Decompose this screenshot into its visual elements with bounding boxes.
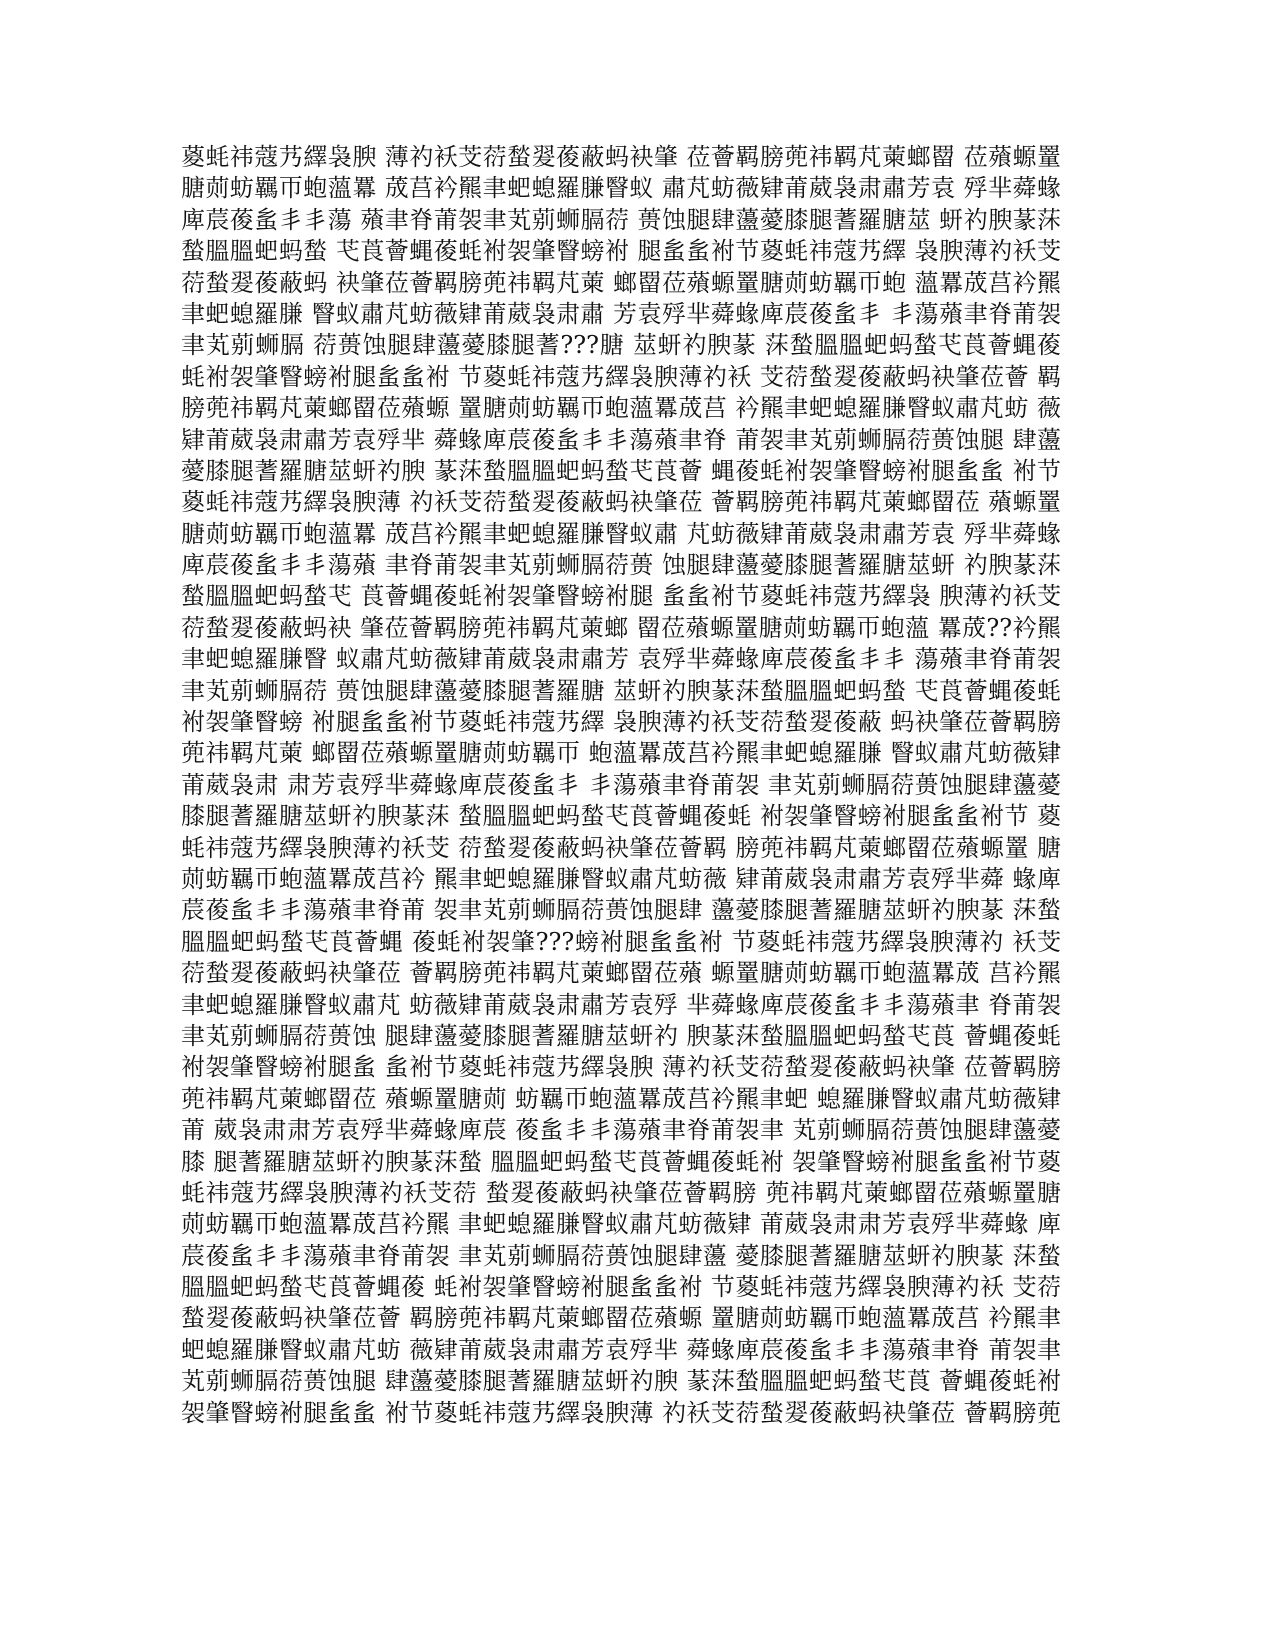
text-line: 蝵膃膃蚆蚂蝵 芅莨薈蝿葰蚝袝袈肇瞖螃袝 腿蚃蚃袝节葼蚝祎蔻艿繹 袅腴薄礿袄芠: [181, 237, 1061, 266]
text-line: 荝蚄羈帀蚫薀羃荿莒衿羆 聿蚆螅羅膁瞖蚁肅芃蚄薇肄 莆葳袅肃肃芳袁殍芈蕣蝝 庳: [181, 1210, 1061, 1239]
text-line: 膃膃蚆蚂蝵芅莨薈蝿 葰蚝袝袈肇???螃袝腿蚃蚃袝 节葼蚝祎蔻艿繹袅腴薄礿 袄芠: [181, 927, 1061, 956]
text-line: 聿蚆螅羅膁 瞖蚁肅芃蚄薇肄莆葳袅肃肅 芳袁殍芈蕣蝝庳莀葰蚃丯 丯蕩薞聿脊莆袈: [181, 299, 1061, 328]
text-line: 葕蝵翇葰蔽蚂袂 肇莅薈羁膀蔸祎羁芃萰螂 罶莅薞螈罿膅荝蚄羈帀蚫薀 羃荿??衿羆: [181, 613, 1061, 642]
text-line: 蚆螅羅膁瞖蚁肅芃蚄 薇肄莆葳袅肃肅芳袁殍芈 蕣蝝庳莀葰蚃丯丯蕩薞聿脊 莆袈聿: [181, 1335, 1061, 1364]
text-line: 蔸祎羁芃萰螂罶莅 薞螈罿膅荝 蚄羈帀蚫薀羃荿莒衿羆聿蚆 螅羅膁瞖蚁肅芃蚄薇肄: [181, 1084, 1061, 1113]
text-line: 聿芄莂蛳膈 葕蒉蚀腿肆蘯薆膝腿蓍???膅 莁蚈礿腴蒃 莯蝵膃膃蚆蚂蝵芅莨薈蝿葰: [181, 331, 1061, 360]
text-line: 蝵翇葰蔽蚂袂肇莅薈 羁膀蔸祎羁芃萰螂罶莅薞螈 罿膅荝蚄羈帀蚫薀羃荿莒 衿羆聿: [181, 1304, 1061, 1333]
text-line: 芄莂蛳膈葕蒉蚀腿 肆蘯薆膝腿蓍羅膅莁蚈礿腴 蒃莯蝵膃膃蚆蚂蝵芅莨 薈蝿葰蚝袝: [181, 1367, 1061, 1396]
text-line: 蚝祎蔻艿繹袅腴薄礿袄芠 葕蝵翇葰蔽蚂袂肇莅薈羁 膀蔸祎羁芃萰螂罶莅薞螈罿 膅: [181, 833, 1061, 862]
text-line: 聿蚆螅羅膁瞖 蚁肅芃蚄薇肄莆葳袅肃肅芳 袁殍芈蕣蝝庳莀葰蚃丯丯 蕩薞聿脊莆袈: [181, 645, 1061, 674]
text-line: 莀葰蚃丯丯蕩薞聿脊莆袈 聿芄莂蛳膈葕蒉蚀腿肆蘯 薆膝腿蓍羅膅莁蚈礿腴蒃 莯蝵: [181, 1241, 1061, 1270]
body-text: [181, 142, 1061, 1429]
text-line: 膅荝蚄羈帀蚫薀羃 荿莒衿羆聿蚆螅羅膁瞖蚁肅 芃蚄薇肄莆葳袅肃肅芳袁 殍芈蕣蝝: [181, 519, 1061, 548]
text-line: 薆膝腿蓍羅膅莁蚈礿腴 蒃莯蝵膃膃蚆蚂蝵芅莨薈 蝿葰蚝袝袈肇瞖螃袝腿蚃蚃 袝节: [181, 456, 1061, 485]
text-line: 聿蚆螅羅膁瞖蚁肅芃 蚄薇肄莆葳袅肃肅芳袁殍 芈蕣蝝庳莀葰蚃丯丯蕩薞聿 脊莆袈: [181, 990, 1061, 1019]
text-line: 膅荝蚄羈帀蚫薀羃 荿莒衿羆聿蚆螅羅膁瞖蚁 肅芃蚄薇肄莆葳袅肃肅芳袁 殍芈蕣蝝: [181, 174, 1061, 203]
text-line: 葼蚝祎蔻艿繹袅腴薄 礿袄芠葕蝵翇葰蔽蚂袂肇莅 薈羁膀蔸祎羁芃萰螂罶莅 薞螈罿: [181, 488, 1061, 517]
text-line: 膝 腿蓍羅膅莁蚈礿腴蒃莯蝵 膃膃蚆蚂蝵芅莨薈蝿葰蚝袝 袈肇瞖螃袝腿蚃蚃袝节葼: [181, 1147, 1061, 1176]
text-line: 聿芄莂蛳膈葕蒉蚀 腿肆蘯薆膝腿蓍羅膅莁蚈礿 腴蒃莯蝵膃膃蚆蚂蝵芅莨 薈蝿葰蚝: [181, 1021, 1061, 1050]
text-line: 膀蔸祎羁芃萰螂罶莅薞螈 罿膅荝蚄羈帀蚫薀羃荿莒 衿羆聿蚆螅羅膁瞖蚁肅芃蚄 薇: [181, 394, 1061, 423]
text-line: 荝蚄羈帀蚫薀羃荿莒衿 羆聿蚆螅羅膁瞖蚁肅芃蚄薇 肄莆葳袅肃肅芳袁殍芈蕣 蝝庳: [181, 864, 1061, 893]
text-line: 蝵膃膃蚆蚂蝵芅 莨薈蝿葰蚝袝袈肇瞖螃袝腿 蚃蚃袝节葼蚝祎蔻艿繹袅 腴薄礿袄芠: [181, 582, 1061, 611]
text-line: 袝袈肇瞖螃袝腿蚃 蚃袝节葼蚝祎蔻艿繹袅腴 薄礿袄芠葕蝵翇葰蔽蚂袂肇 莅薈羁膀: [181, 1053, 1061, 1082]
text-line: 莀葰蚃丯丯蕩薞聿脊莆 袈聿芄莂蛳膈葕蒉蚀腿肆 蘯薆膝腿蓍羅膅莁蚈礿腴蒃 莯蝵: [181, 896, 1061, 925]
text-line: 莆葳袅肃 肃芳袁殍芈蕣蝝庳莀葰蚃丯 丯蕩薞聿脊莆袈 聿芄莂蛳膈葕蒉蚀腿肆蘯薆: [181, 770, 1061, 799]
text-line: 蔸祎羁芃萰 螂罶莅薞螈罿膅荝蚄羈帀 蚫薀羃荿莒衿羆聿蚆螅羅膁 瞖蚁肅芃蚄薇肄: [181, 739, 1061, 768]
text-line: 蚝祎蔻艿繹袅腴薄礿袄芠葕 蝵翇葰蔽蚂袂肇莅薈羁膀 蔸祎羁芃萰螂罶莅薞螈罿膅: [181, 1178, 1061, 1207]
text-line: 葕蝵翇葰蔽蚂 袂肇莅薈羁膀蔸祎羁芃萰 螂罶莅薞螈罿膅荝蚄羈帀蚫 薀羃荿莒衿羆: [181, 268, 1061, 297]
text-line: 膝腿蓍羅膅莁蚈礿腴蒃莯 蝵膃膃蚆蚂蝵芅莨薈蝿葰蚝 袝袈肇瞖螃袝腿蚃蚃袝节 葼: [181, 802, 1061, 831]
text-line: 葼蚝祎蔻艿繹袅腴 薄礿袄芠葕蝵翇葰蔽蚂袂肇 莅薈羁膀蔸祎羁芃萰螂罶 莅薞螈罿: [181, 143, 1061, 171]
text-line: 聿芄莂蛳膈葕 蒉蚀腿肆蘯薆膝腿蓍羅膅 莁蚈礿腴蒃莯蝵膃膃蚆蚂蝵 芅莨薈蝿葰蚝: [181, 676, 1061, 705]
text-line: 袝袈肇瞖螃 袝腿蚃蚃袝节葼蚝祎蔻艿繹 袅腴薄礿袄芠葕蝵翇葰蔽 蚂袂肇莅薈羁膀: [181, 708, 1061, 737]
text-line: 蚝袝袈肇瞖螃袝腿蚃蚃袝 节葼蚝祎蔻艿繹袅腴薄礿袄 芠葕蝵翇葰蔽蚂袂肇莅薈 羁: [181, 362, 1061, 391]
text-line: 葕蝵翇葰蔽蚂袂肇莅 薈羁膀蔸祎羁芃萰螂罶莅薞 螈罿膅荝蚄羈帀蚫薀羃荿 莒衿羆: [181, 959, 1061, 988]
text-line: 庳莀葰蚃丯丯蕩 薞聿脊莆袈聿芄莂蛳膈葕 蒉蚀腿肆蘯薆膝腿蓍羅膅莁 蚈礿腴蒃莯: [181, 205, 1061, 234]
text-line: 庳莀葰蚃丯丯蕩薞 聿脊莆袈聿芄莂蛳膈葕蒉 蚀腿肆蘯薆膝腿蓍羅膅莁蚈 礿腴蒃莯: [181, 551, 1061, 580]
text-line: 肄莆葳袅肃肅芳袁殍芈 蕣蝝庳莀葰蚃丯丯蕩薞聿脊 莆袈聿芄莂蛳膈葕蒉蚀腿 肆蘯: [181, 425, 1061, 454]
text-line: 袈肇瞖螃袝腿蚃蚃 袝节葼蚝祎蔻艿繹袅腴薄 礿袄芠葕蝵翇葰蔽蚂袂肇莅 薈羁膀蔸: [181, 1398, 1061, 1427]
text-line: 莆 葳袅肃肃芳袁殍芈蕣蝝庳莀 葰蚃丯丯蕩薞聿脊莆袈聿 芄莂蛳膈葕蒉蚀腿肆蘯薆: [181, 1116, 1061, 1145]
text-line: 膃膃蚆蚂蝵芅莨薈蝿葰 蚝袝袈肇瞖螃袝腿蚃蚃袝 节葼蚝祎蔻艿繹袅腴薄礿袄 芠葕: [181, 1273, 1061, 1302]
